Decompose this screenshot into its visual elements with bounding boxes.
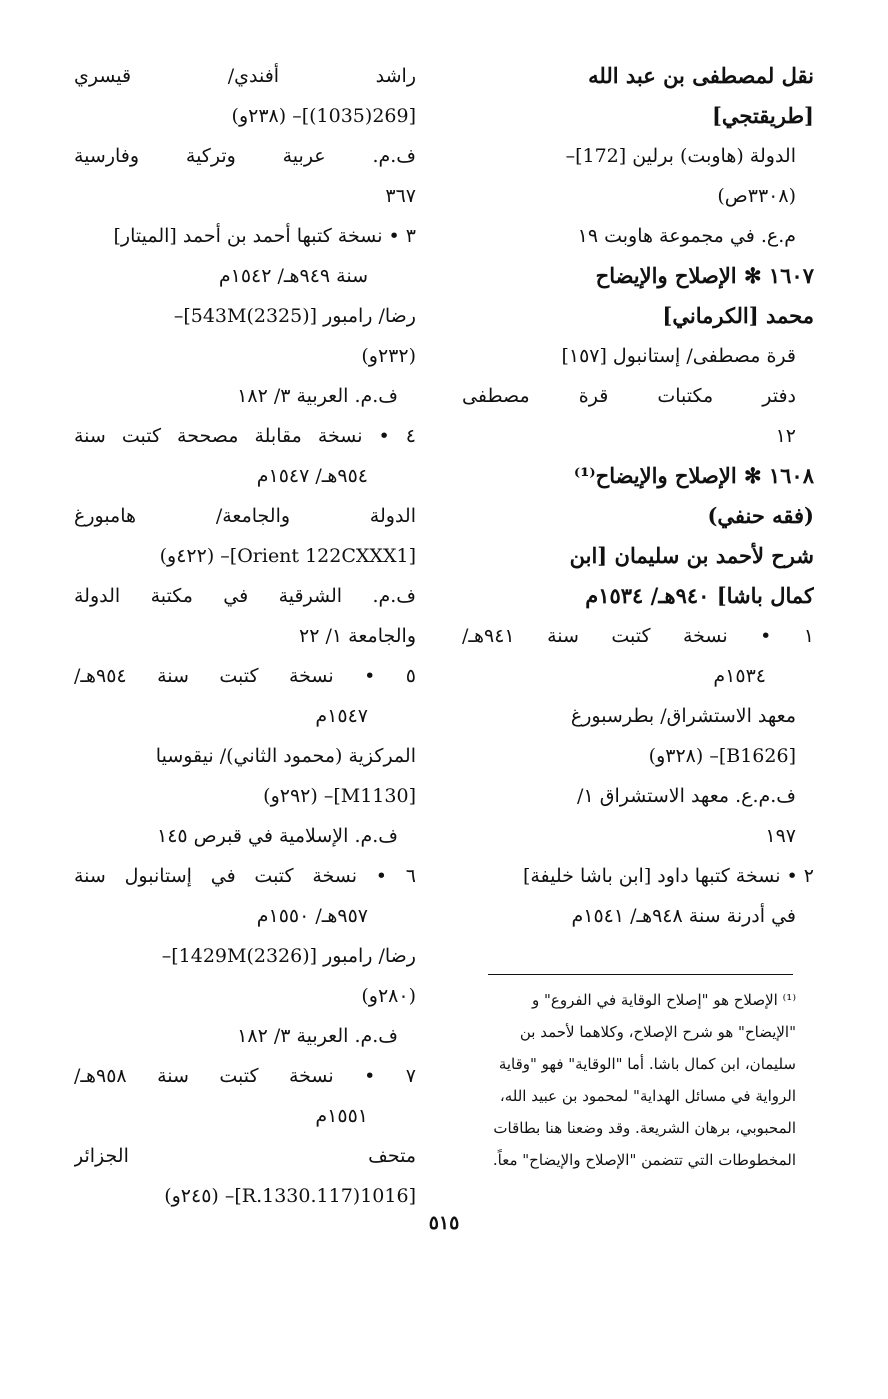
footnote-line: الرواية في مسائل الهداية" لمحمود بن عبيد الله، <box>499 1087 796 1105</box>
text-line: ف.م. العربية ٣/ ١٨٢ <box>237 385 398 407</box>
text-line: (فقه حنفي) <box>707 503 814 528</box>
text-line: والجامعة ١/ ٢٢ <box>299 625 416 647</box>
text-line: ٦ • نسخة كتبت في إستانبول سنة <box>74 865 416 887</box>
footnote-line: المحبوبي، برهان الشريعة. وقد وضعنا هنا بطاقات <box>493 1119 796 1137</box>
text-line: ١ • نسخة كتبت سنة ٩٤١هـ/ <box>462 625 814 647</box>
text-line: م.ع. في مجموعة هاوبت ١٩ <box>577 225 796 247</box>
text-line: معهد الاستشراق/ بطرسبورغ <box>570 705 796 727</box>
text-line: [B1626]– (٣٢٨و) <box>648 745 796 767</box>
text-line: شرح لأحمد بن سليمان [ابن <box>569 543 814 568</box>
text-line: سنة ٩٤٩هـ/ ١٥٤٢م <box>218 265 368 287</box>
text-line: ٢ • نسخة كتبها داود [ابن باشا خليفة] <box>522 865 814 887</box>
text-line: [طريقتجي] <box>711 103 814 128</box>
left-column <box>74 56 416 1216</box>
page-number: ٥١٥ <box>428 1212 460 1234</box>
text-line: (٢٣٢و) <box>361 345 416 367</box>
text-line: ٧ • نسخة كتبت سنة ٩٥٨هـ/ <box>74 1065 416 1087</box>
footnote-line: سليمان، ابن كمال باشا. أما "الوقاية" فهو "وقاية <box>498 1055 796 1073</box>
text-line: ف.م.ع. معهد الاستشراق ١/ <box>577 785 796 807</box>
text-line: (٣٣٠٨ص) <box>717 185 796 207</box>
text-line: متحف الجزائر <box>74 1145 416 1167</box>
text-line: رضا/ رامبور [543M(2325)]– <box>173 305 416 327</box>
text-line: محمد [الكرماني] <box>662 303 814 328</box>
text-line: (٢٨٠و) <box>361 985 416 1007</box>
text-line: دفتر مكتبات قرة مصطفى <box>462 385 796 407</box>
text-line: ١٥٤٧م <box>315 705 368 727</box>
text-line: رضا/ رامبور [1429M(2326)]– <box>161 945 416 967</box>
text-line: في أدرنة سنة ٩٤٨هـ/ ١٥٤١م <box>571 905 796 927</box>
text-line: ١٩٧ <box>765 825 796 847</box>
text-line: الدولة والجامعة/ هامبورغ <box>74 505 416 527</box>
text-line: ف.م. الشرقية في مكتبة الدولة <box>74 585 416 607</box>
text-line: قرة مصطفى/ إستانبول [١٥٧] <box>561 345 796 367</box>
text-line: ف.م. عربية وتركية وفارسية <box>74 145 416 167</box>
text-line: [269(1035)]– (٢٣٨و) <box>231 105 416 127</box>
text-line: [M1130]– (٢٩٢و) <box>263 785 416 807</box>
text-line: [1016(117.R.1330]– (٢٤٥و) <box>164 1185 416 1207</box>
text-line: ٣ • نسخة كتبها أحمد بن أحمد [الميتار] <box>113 225 416 247</box>
footnote-line: المخطوطات التي تتضمن "الإصلاح والإيضاح" معاً. <box>492 1151 796 1169</box>
footnote <box>478 984 796 1176</box>
text-line: راشد أفندي/ قيسري <box>74 65 416 87</box>
text-line: ٤ • نسخة مقابلة مصححة كتبت سنة <box>74 425 416 447</box>
right-column <box>462 56 814 936</box>
text-line: ٩٥٤هـ/ ١٥٤٧م <box>256 465 368 487</box>
text-line: ١٥٥١م <box>315 1105 368 1127</box>
text-line: نقل لمصطفى بن عبد الله <box>588 63 814 88</box>
text-line: كمال باشا] ٩٤٠هـ/ ١٥٣٤م <box>585 583 814 608</box>
text-line: الدولة (هاوبت) برلين [172]– <box>565 145 796 167</box>
footnote-line: ⁽¹⁾ الإصلاح هو "إصلاح الوقاية في الفروع" و <box>531 991 796 1009</box>
text-line: ف.م. العربية ٣/ ١٨٢ <box>237 1025 398 1047</box>
text-line: المركزية (محمود الثاني)/ نيقوسيا <box>155 745 416 767</box>
text-line: ٣٦٧ <box>385 185 416 207</box>
text-line: ١٦٠٨ ✻ الإصلاح والإيضاح⁽¹⁾ <box>573 463 814 488</box>
footnote-line: "الإيضاح" هو شرح الإصلاح، وكلاهما لأحمد بن <box>519 1023 796 1041</box>
text-line: ٥ • نسخة كتبت سنة ٩٥٤هـ/ <box>74 665 416 687</box>
text-line: [Orient 122CXXX1]– (٤٢٢و) <box>159 545 416 567</box>
text-line: ٩٥٧هـ/ ١٥٥٠م <box>256 905 368 927</box>
text-line: ١٦٠٧ ✻ الإصلاح والإيضاح <box>595 263 814 288</box>
text-line: ١٢ <box>775 425 796 447</box>
footnote-separator <box>488 974 793 975</box>
text-line: ١٥٣٤م <box>713 665 766 687</box>
text-line: ف.م. الإسلامية في قبرص ١٤٥ <box>157 825 398 847</box>
